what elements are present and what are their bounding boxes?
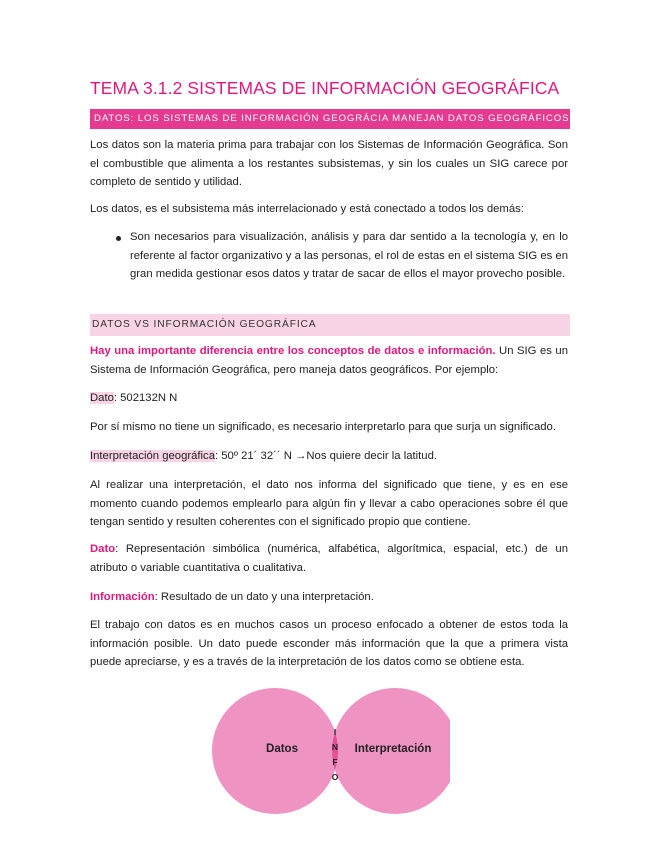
dato-example [90, 389, 568, 408]
section-heading-datos-vs-informacion: DATOS VS INFORMACIÓN GEOGRÁFICA [90, 314, 570, 336]
interpretacion-value: : 50º 21´ 32´´ N →Nos quiere decir la latitud. [214, 450, 437, 462]
definition-dato [90, 540, 568, 577]
paragraph-diferencia [90, 342, 568, 379]
definition-informacion-term: Información [90, 591, 155, 603]
definition-informacion-text: : Resultado de un dato y una interpretación. [154, 591, 374, 603]
page-title: TEMA 3.1.2 SISTEMAS DE INFORMACIÓN GEOGRÁFICA [90, 78, 560, 98]
paragraph-datos-materia-prima: Los datos son la materia prima para trabajar con los Sistemas de Información Geográfica. Son el combustible que alimenta a los restantes subsistemas, y sin los cuales un SIG carece por completo de sentido y utilidad. [90, 139, 568, 189]
paragraph-diferencia-rest: Un SIG es un Sistema de Información Geográfica, pero maneja datos geográficos. Por ejemplo: [90, 345, 568, 376]
venn-letter-n: N [331, 742, 339, 752]
dato-value: : 502132N N [113, 392, 178, 404]
venn-label-interpretacion: Interpretación [354, 743, 432, 755]
venn-letter-f: F [332, 757, 338, 767]
definition-dato-text: : Representación simbólica (numérica, alfabética, algorítmica, espacial, etc.) de un atributo o variable cuantitativa o cualitativa. [90, 543, 568, 574]
interpretacion-example [90, 447, 568, 466]
venn-label-datos: Datos [266, 743, 298, 755]
bullet-icon [116, 236, 121, 241]
venn-diagram [210, 686, 450, 826]
paragraph-trabajo-datos: El trabajo con datos es en muchos casos un proceso enfocado a obtener de estos toda la información posible. Un dato puede esconder más información que la que a primera vista puede apreciarse, y es a través de la interpretación de los datos como se obtiene esta. [90, 619, 568, 669]
definition-informacion [90, 588, 568, 607]
paragraph-interpretacion: Al realizar una interpretación, el dato nos informa del significado que tiene, y es en ese momento cuando podemos emplearlo para algún fin y llevar a cabo operaciones sobre él que tengan sentido y resulten coherentes con el significado propio que contiene. [90, 479, 568, 529]
paragraph-sin-significado: Por sí mismo no tiene un significado, es necesario interpretarlo para que surja un significado. [90, 421, 556, 433]
venn-letter-o: O [331, 772, 339, 782]
list-item-bullet: Son necesarios para visualización, análisis y para dar sentido a la tecnología y, en lo referente al factor organizativo y a las personas, el rol de estas en el sistema SIG es en gran medida gestionar esos datos y tratar de sacar de ellos el mayor provecho posible. [130, 231, 568, 281]
interpretacion-label: Interpretación geográfica [90, 450, 215, 462]
dato-label: Dato [90, 392, 114, 404]
definition-dato-term: Dato [90, 543, 116, 555]
venn-letter-i: I [333, 727, 337, 737]
paragraph-subsistema: Los datos, es el subsistema más interrelacionado y está conectado a todos los demás: [90, 203, 524, 215]
emphasis-diferencia: Hay una importante diferencia entre los conceptos de datos e información. [90, 345, 496, 357]
section-heading-datos: DATOS: LOS SISTEMAS DE INFORMACIÓN GEOGRÁCIA MANEJAN DATOS GEOGRÁFICOS [90, 109, 570, 129]
